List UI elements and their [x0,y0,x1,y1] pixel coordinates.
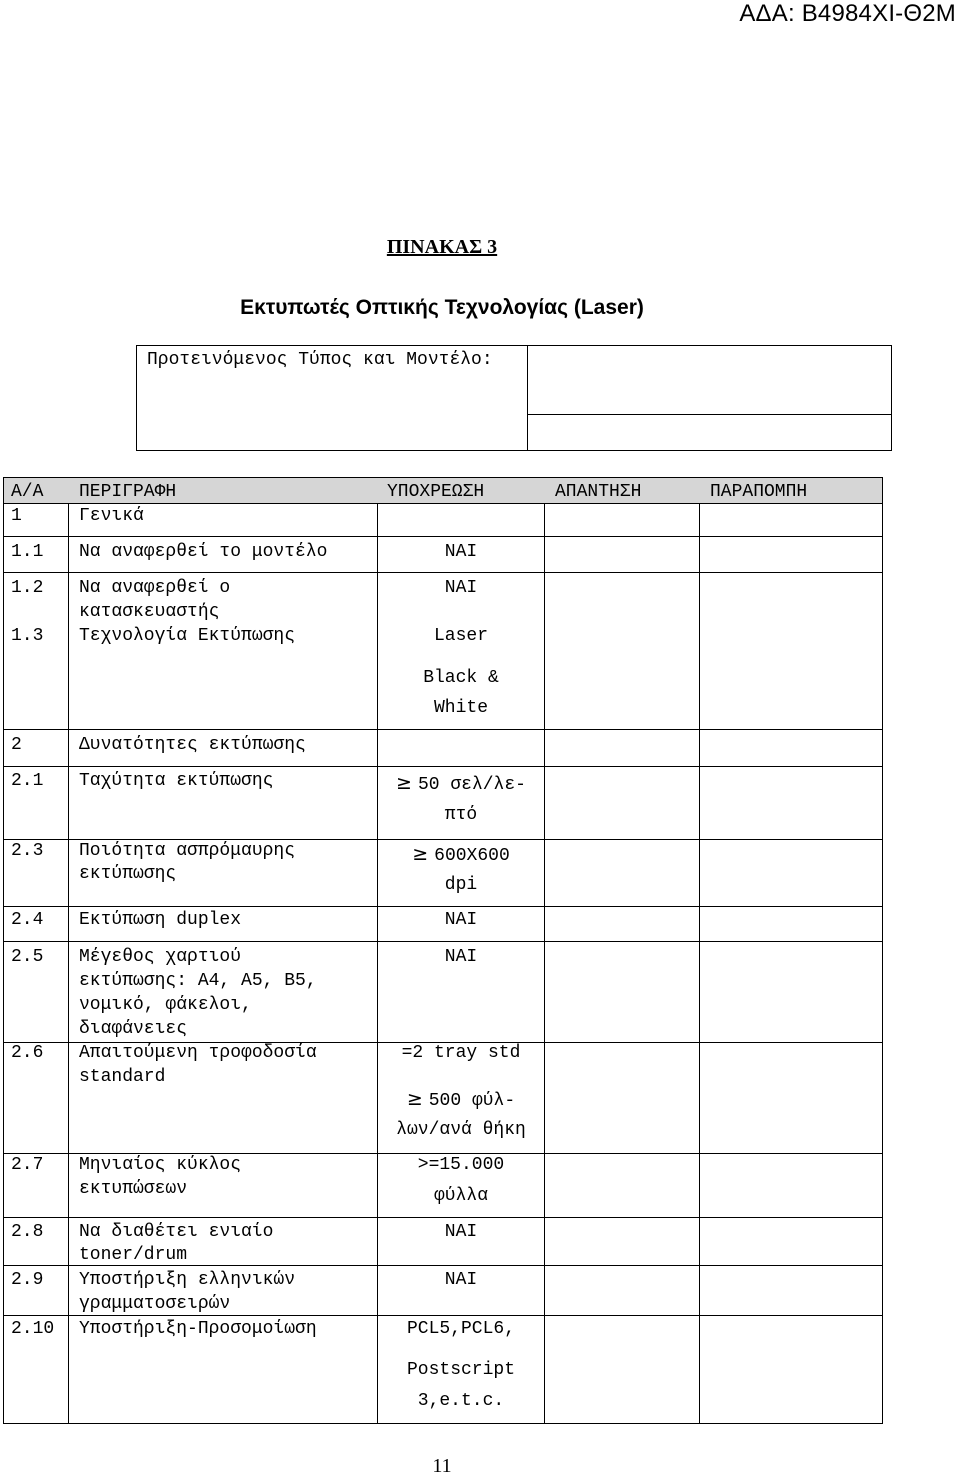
model-box [136,345,892,451]
row-requirement: ΝΑΙ [444,1222,478,1242]
row-description: νομικό, φάκελοι, [79,995,252,1015]
row-description: Γενικά [79,506,144,526]
row-requirement: ΝΑΙ [444,578,478,598]
row-number: 2.1 [11,771,44,791]
row-description: Υποστήριξη-Προσομοίωση [79,1319,317,1339]
document-title: Εκτυπωτές Οπτικής Τεχνολογίας (Laser) [240,296,644,319]
row-description: standard [79,1067,166,1087]
row-description: Εκτύπωση duplex [79,910,242,930]
row-number: 1.3 [11,626,44,646]
column-header-requirement: ΥΠΟΧΡΕΩΣΗ [387,482,485,502]
row-requirement: λων/ανά θήκη [396,1120,526,1140]
row-requirement: ΝΑΙ [444,910,478,930]
greater-equal-icon: ≥ [406,1088,423,1110]
row-description: εκτυπώσεων [79,1179,188,1199]
row-requirement: φύλλα [433,1186,488,1206]
row-requirement: ΝΑΙ [444,542,478,562]
column-header-description: ΠΕΡΙΓΡΑΦΗ [79,482,177,502]
row-requirement: ΝΑΙ [444,1270,478,1290]
greater-equal-icon: ≥ [396,772,412,794]
row-description: Μηνιαίος κύκλος [79,1155,242,1175]
row-description: Υποστήριξη ελληνικών [79,1270,296,1290]
row-requirement: 50 σελ/λε- [417,775,526,795]
row-requirement: 500 φύλ- [428,1091,516,1111]
row-number: 1.1 [11,542,44,562]
column-divider [68,504,69,1423]
column-divider [699,504,700,1423]
row-number: 2.10 [11,1319,55,1339]
row-requirement: Postscript [406,1360,516,1380]
row-number: 2.5 [11,947,44,967]
model-label: Προτεινόμενος Τύπος και Μοντέλο: [147,350,493,370]
row-number: 2.3 [11,841,44,861]
row-requirement: dpi [444,875,478,895]
table-heading: ΠΙΝΑΚΑΣ 3 [386,236,498,258]
row-requirement: πτό [444,805,478,825]
row-divider [4,941,882,942]
row-description: Τεχνολογία Εκτύπωσης [79,626,296,646]
row-description: Ποιότητα ασπρόμαυρης [79,841,296,861]
row-requirement: Black & [423,668,499,688]
row-requirement: 600X600 [434,846,510,866]
row-divider [4,536,882,537]
row-description: κατασκευαστής [79,602,220,622]
row-requirement: ΝΑΙ [444,947,478,967]
row-divider [4,729,882,730]
column-header-aa: Α/Α [11,482,44,502]
row-description: διαφάνειες [79,1019,188,1039]
spec-table [3,477,883,1424]
row-description: Να διαθέτει ενιαίο [79,1222,274,1242]
row-requirement: 3,e.t.c. [417,1391,505,1411]
row-description: Μέγεθος χαρτιού [79,947,242,967]
row-number: 2.7 [11,1155,44,1175]
row-description: εκτύπωσης: Α4, Α5, Β5, [79,971,317,991]
row-divider [4,766,882,767]
row-requirement: Laser [433,626,488,646]
greater-equal-icon: ≥ [412,843,429,865]
row-divider [4,572,882,573]
row-number: 2.8 [11,1222,44,1242]
row-description: γραμματοσειρών [79,1294,231,1314]
row-number: 2.9 [11,1270,44,1290]
row-number: 1 [11,506,22,526]
page-number: 11 [432,1455,452,1477]
row-number: 2 [11,735,22,755]
ada-code: ΑΔΑ: Β4984ΧΙ-Θ2Μ [739,0,956,27]
row-number: 1.2 [11,578,44,598]
row-requirement: >=15.000 [417,1155,505,1175]
row-divider [4,906,882,907]
row-description: toner/drum [79,1245,188,1265]
row-description: Απαιτούμενη τροφοδοσία [79,1043,317,1063]
row-description: Να αναφερθεί το μοντέλο [79,542,328,562]
row-number: 2.4 [11,910,44,930]
row-description: Δυνατότητες εκτύπωσης [79,735,306,755]
row-requirement: White [433,698,488,718]
row-description: Ταχύτητα εκτύπωσης [79,771,274,791]
row-description: εκτύπωσης [79,864,177,884]
row-description: Να αναφερθεί ο [79,578,231,598]
model-box-divider [527,346,528,450]
row-requirement: PCL5,PCL6, [406,1319,516,1339]
row-number: 2.6 [11,1043,44,1063]
column-header-reference: ΠΑΡΑΠΟΜΠΗ [710,482,808,502]
column-header-answer: ΑΠΑΝΤΗΣΗ [555,482,642,502]
row-requirement: =2 tray std [401,1043,521,1063]
model-box-divider [527,414,891,415]
column-divider [544,504,545,1423]
row-divider [4,1217,882,1218]
